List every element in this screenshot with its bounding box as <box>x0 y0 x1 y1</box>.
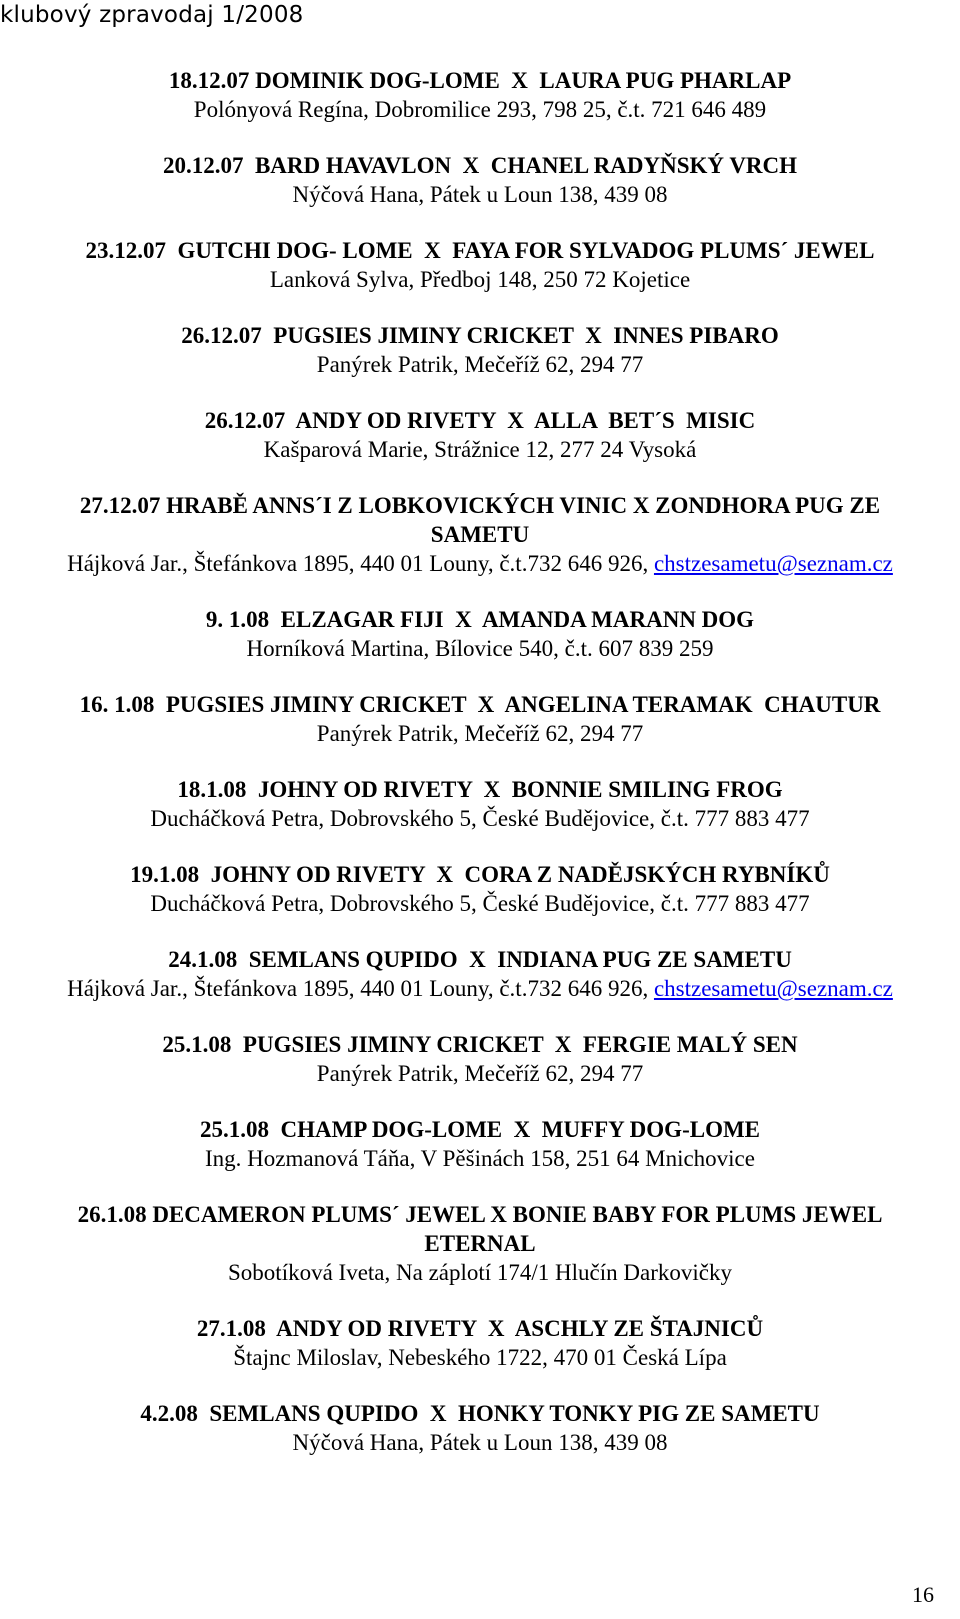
entry-title: 23.12.07 GUTCHI DOG- LOME X FAYA FOR SYLVADOG PLUMS´ JEWEL <box>85 238 875 263</box>
mating-list <box>0 66 960 1484</box>
entry-title: 26.12.07 ANDY OD RIVETY X ALLA BET´S MISIC <box>204 408 756 433</box>
list-item <box>0 1314 960 1372</box>
entry-title: 24.1.08 SEMLANS QUPIDO X INDIANA PUG ZE SAMETU <box>168 947 792 972</box>
entry-owner: Nýčová Hana, Pátek u Loun 138, 439 08 <box>292 182 668 207</box>
entry-title: 18.12.07 DOMINIK DOG-LOME X LAURA PUG PHARLAP <box>168 68 792 93</box>
list-item <box>0 236 960 294</box>
entry-title: 26.12.07 PUGSIES JIMINY CRICKET X INNES PIBARO <box>181 323 779 348</box>
owner-text: Hájková Jar., Štefánkova 1895, 440 01 Louny, č.t.732 646 926, <box>67 976 654 1001</box>
list-item <box>0 775 960 833</box>
list-item <box>0 690 960 748</box>
list-item <box>0 1030 960 1088</box>
entry-owner: Ducháčková Petra, Dobrovského 5, České Budějovice, č.t. 777 883 477 <box>150 806 810 831</box>
entry-title: 9. 1.08 ELZAGAR FIJI X AMANDA MARANN DOG <box>205 607 755 632</box>
entry-owner: Sobotíková Iveta, Na záplotí 174/1 Hlučín Darkovičky <box>228 1260 732 1285</box>
entry-title: 26.1.08 DECAMERON PLUMS´ JEWEL X BONIE BABY FOR PLUMS JEWEL ETERNAL <box>77 1202 883 1256</box>
list-item <box>0 605 960 663</box>
newsletter-header: klubový zpravodaj 1/2008 <box>0 2 304 28</box>
entry-title: 27.1.08 ANDY OD RIVETY X ASCHLY ZE ŠTAJNICŮ <box>196 1316 764 1341</box>
email-link[interactable]: chstzesametu@seznam.cz <box>653 551 893 576</box>
entry-title: 19.1.08 JOHNY OD RIVETY X CORA Z NADĚJSKÝCH RYBNÍKŮ <box>130 862 830 887</box>
entry-owner: Polónyová Regína, Dobromilice 293, 798 25, č.t. 721 646 489 <box>193 97 767 122</box>
list-item <box>0 491 960 578</box>
entry-title: 4.2.08 SEMLANS QUPIDO X HONKY TONKY PIG ZE SAMETU <box>140 1401 820 1426</box>
page-number: 16 <box>912 1582 934 1607</box>
list-item <box>0 1115 960 1173</box>
entry-owner: Horníková Martina, Bílovice 540, č.t. 607 839 259 <box>246 636 714 661</box>
entry-owner: Štajnc Miloslav, Nebeského 1722, 470 01 Česká Lípa <box>233 1345 727 1370</box>
email-link[interactable]: chstzesametu@seznam.cz <box>653 976 893 1001</box>
entry-owner: Panýrek Patrik, Mečeříž 62, 294 77 <box>316 1061 644 1086</box>
list-item <box>0 66 960 124</box>
entry-owner: Ducháčková Petra, Dobrovského 5, České Budějovice, č.t. 777 883 477 <box>150 891 810 916</box>
entry-owner <box>0 549 960 578</box>
list-item <box>0 406 960 464</box>
list-item <box>0 860 960 918</box>
entry-owner: Nýčová Hana, Pátek u Loun 138, 439 08 <box>292 1430 668 1455</box>
list-item <box>0 1399 960 1457</box>
entry-title: 16. 1.08 PUGSIES JIMINY CRICKET X ANGELINA TERAMAK CHAUTUR <box>79 692 881 717</box>
list-item <box>0 321 960 379</box>
entry-title: 20.12.07 BARD HAVAVLON X CHANEL RADYŇSKÝ VRCH <box>162 153 798 178</box>
owner-text: Hájková Jar., Štefánkova 1895, 440 01 Louny, č.t.732 646 926, <box>67 551 654 576</box>
entry-owner <box>0 974 960 1003</box>
list-item <box>0 1200 960 1287</box>
entry-title: 27.12.07 HRABĚ ANNS´I Z LOBKOVICKÝCH VINIC X ZONDHORA PUG ZE SAMETU <box>79 493 881 547</box>
entry-title: 25.1.08 PUGSIES JIMINY CRICKET X FERGIE MALÝ SEN <box>162 1032 798 1057</box>
entry-title: 18.1.08 JOHNY OD RIVETY X BONNIE SMILING FROG <box>177 777 783 802</box>
entry-title: 25.1.08 CHAMP DOG-LOME X MUFFY DOG-LOME <box>199 1117 761 1142</box>
list-item <box>0 945 960 1003</box>
list-item <box>0 151 960 209</box>
entry-owner: Kašparová Marie, Strážnice 12, 277 24 Vysoká <box>263 437 697 462</box>
entry-owner: Ing. Hozmanová Táňa, V Pěšinách 158, 251 64 Mnichovice <box>205 1146 755 1171</box>
entry-owner: Lanková Sylva, Předboj 148, 250 72 Kojetice <box>269 267 691 292</box>
entry-owner: Panýrek Patrik, Mečeříž 62, 294 77 <box>316 352 644 377</box>
entry-owner: Panýrek Patrik, Mečeříž 62, 294 77 <box>316 721 644 746</box>
